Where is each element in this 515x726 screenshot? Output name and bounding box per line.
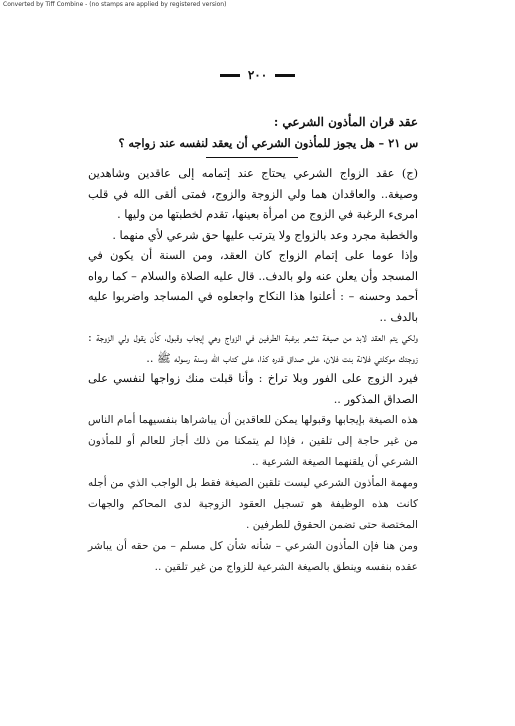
left-dash-ornament [220, 74, 240, 77]
section-heading: عقد قران المأذون الشرعي : [273, 115, 418, 129]
answer-paragraph: ولكي يتم العقد لابد من صيغة تشعر برغبة الطرفين في الزواج وهي إيجاب وقبول، كأن يقول ولي الزوجة : زوجتك موكلتي فلانة بنت فلان، على صداق قدره كذا، على كتاب الله وسنة رسوله ﷺ .. [88, 331, 418, 365]
answer-paragraph: فيرد الزوج على الفور وبلا تراخ : وأنا قبلت منك زواجها لنفسي على الصداق المذكور .. [88, 372, 418, 406]
right-dash-ornament [275, 74, 295, 77]
page-number-header [0, 68, 515, 82]
question-line: س ٢١ – هل يجوز للمأذون الشرعي أن يعقد لنفسه عند زواجه ؟ [118, 135, 418, 150]
answer-paragraph: ومهمة المأذون الشرعي ليست تلقين الصيغة فقط بل الواجب الذي من أجله كانت هذه الوظيفة هو تسجيل العقود الزوجية لدى المحاكم والجهات المختصة حتى تضمن الحقوق للطرفين . [88, 477, 418, 531]
answer-paragraph: والخطبة مجرد وعد بالزواج ولا يترتب عليها حق شرعي لأي منهما . [112, 228, 418, 242]
answer-paragraph: (ج) عقد الزواج الشرعي يحتاج عند إتمامه إلى عاقدين وشاهدين وصيغة.. والعاقدان هما ولي الزوجة والزوج، فمتى ألقى الله في قلب امرىء الرغبة في الزوج من امرأة بعينها، تقدم لخطبتها من وليها . [88, 167, 418, 221]
converter-watermark-note: Converted by Tiff Combine - (no stamps are applied by registered version) [3, 1, 227, 8]
page-number: ٢٠٠ [247, 68, 268, 82]
answer-paragraph: وإذا عوما على إتمام الزواج كان العقد، ومن السنة أن يكون في المسجد وأن يعلن عنه ولو بالدف.. قال عليه الصلاة والسلام – كما رواه أحمد وحسنه – : أعلنوا هذا النكاح واجعلوه في المساجد واضربوا عليه بالدف .. [88, 249, 418, 324]
answer-paragraph: هذه الصيغة بإيجابها وقبولها يمكن للعاقدين أن يباشراها بنفسيهما أمام الناس من غير حاجة إلى تلقين ، فإذا لم يتمكنا من ذلك أجاز للعالم أو للمأذون الشرعي أن يلقنهما الصيغة الشرعية .. [88, 414, 418, 468]
page-body [88, 112, 418, 578]
answer-paragraph: ومن هنا فإن المأذون الشرعي – شأنه شأن كل مسلم – من حقه أن يباشر عقده بنفسه وينطق بالصيغة الشرعية للزواج من غير تلقين .. [88, 540, 418, 573]
question-divider [206, 157, 298, 158]
